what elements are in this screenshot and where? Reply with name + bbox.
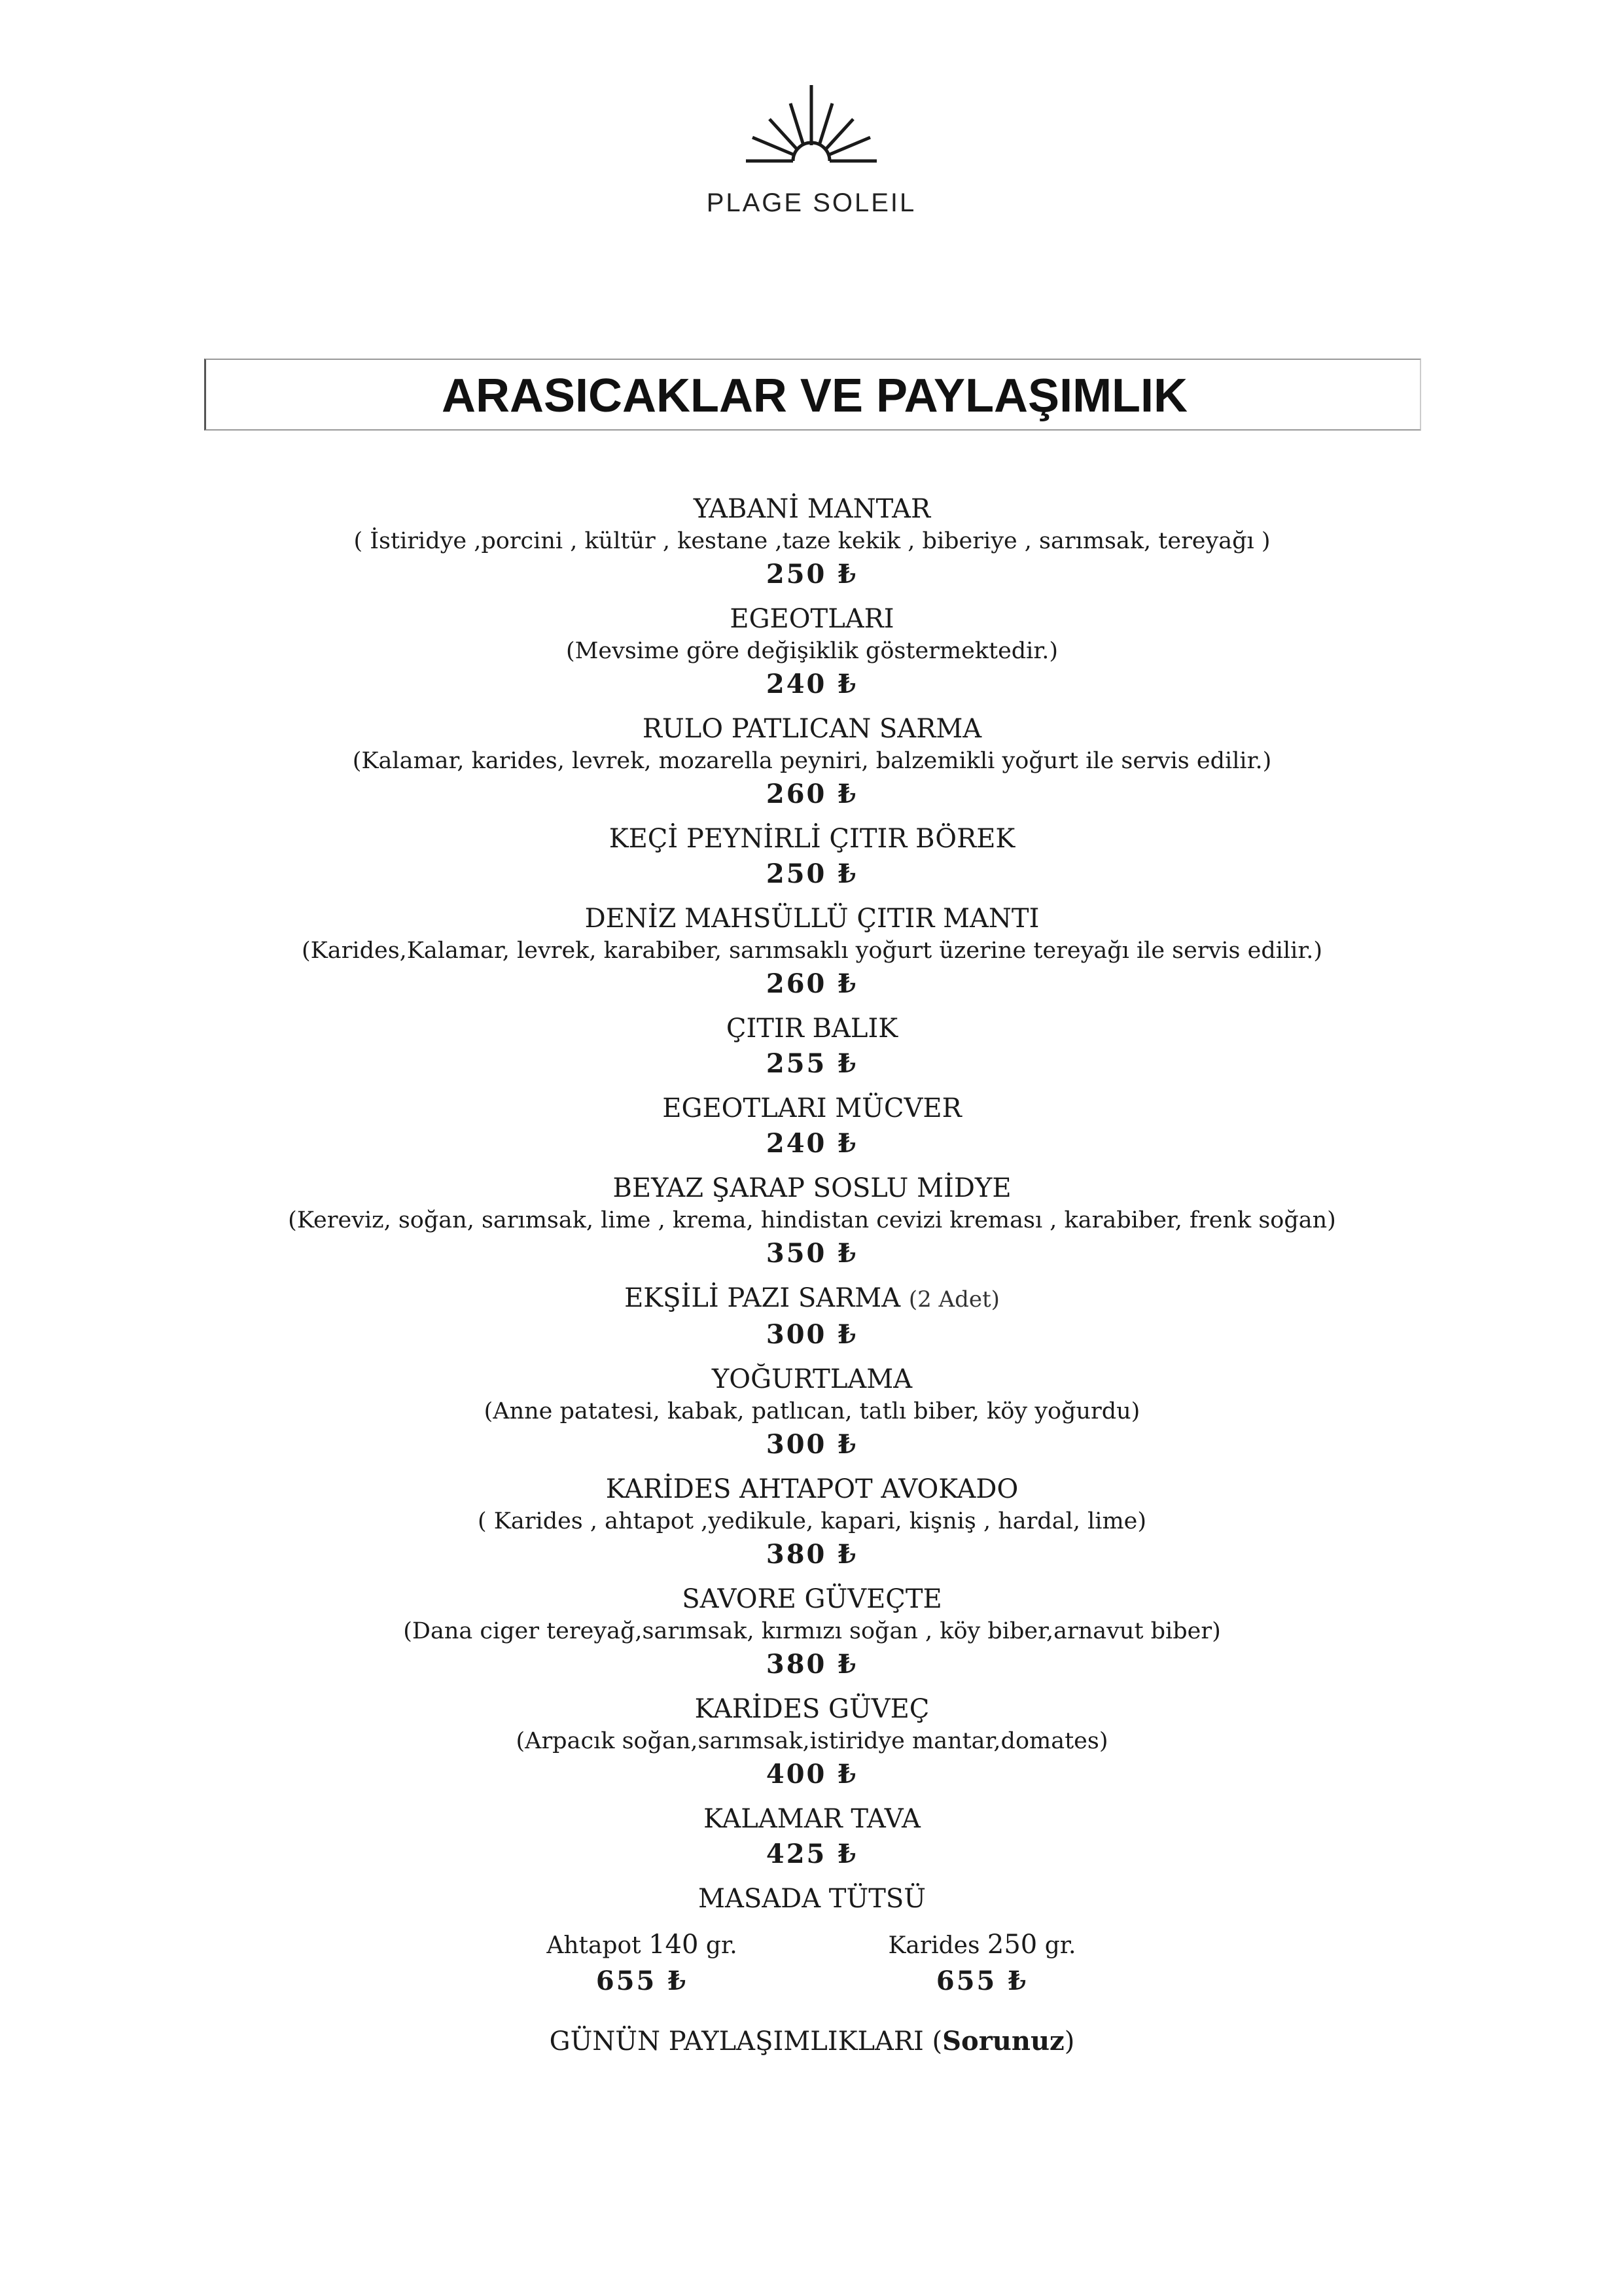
menu-item — [0, 902, 1624, 1002]
menu-list — [0, 492, 1624, 2061]
menu-item-name — [0, 822, 1624, 856]
menu-item-name-text: YABANİ MANTAR — [693, 494, 931, 524]
menu-item-name-text: YOĞURTLAMA — [711, 1364, 913, 1394]
menu-item-name — [0, 1802, 1624, 1836]
menu-item-description: (Kalamar, karides, levrek, mozarella peyniri, balzemikli yoğurt ile servis edilir.) — [352, 748, 1272, 774]
smoked-option-unit: gr. — [1044, 1932, 1076, 1959]
menu-item-price: 250 ₺ — [766, 559, 858, 590]
smoked-option-unit: gr. — [705, 1932, 737, 1959]
menu-item-name-text: ÇITIR BALIK — [726, 1014, 898, 1044]
menu-item-name-text: EKŞİLİ PAZI SARMA — [624, 1283, 901, 1313]
menu-item — [0, 1582, 1624, 1683]
menu-item-name — [0, 712, 1624, 746]
menu-item-price: 425 ₺ — [766, 1839, 858, 1869]
menu-item-name-text: KARİDES GÜVEÇ — [694, 1694, 930, 1724]
menu-item-name — [0, 492, 1624, 526]
menu-item-description: (Karides,Kalamar, levrek, karabiber, sarımsaklı yoğurt üzerine tereyağı ile servis edilir.) — [301, 938, 1322, 964]
smoked-option-label — [498, 1928, 786, 1963]
menu-item — [0, 602, 1624, 703]
menu-item-price: 300 ₺ — [766, 1319, 858, 1350]
menu-item-name-text: EGEOTLARI MÜCVER — [662, 1093, 962, 1123]
menu-item — [0, 1281, 1624, 1353]
menu-item-description: (Anne patatesi, kabak, patlıcan, tatlı biber, köy yoğurdu) — [484, 1398, 1140, 1424]
menu-item-description: (Kereviz, soğan, sarımsak, lime , krema, hindistan cevizi kreması , karabiber, frenk soğan) — [288, 1207, 1336, 1233]
menu-item-price: 300 ₺ — [766, 1429, 858, 1460]
menu-item — [0, 1692, 1624, 1793]
menu-item-name — [0, 602, 1624, 636]
menu-item-name-text: KARİDES AHTAPOT AVOKADO — [605, 1474, 1019, 1504]
menu-item-price: 350 ₺ — [766, 1238, 858, 1269]
menu-item-name — [0, 1472, 1624, 1506]
daily-specials-close: ) — [1064, 2026, 1075, 2057]
menu-item-description: ( Karides , ahtapot ,yedikule, kapari, kişniş , hardal, lime) — [477, 1508, 1147, 1534]
menu-item-price: 240 ₺ — [766, 1128, 858, 1159]
menu-item — [0, 712, 1624, 813]
menu-item-price: 255 ₺ — [766, 1048, 858, 1079]
daily-specials-text: GÜNÜN PAYLAŞIMLIKLARI ( — [549, 2026, 943, 2057]
menu-item-name — [0, 1692, 1624, 1726]
menu-item-name-text: RULO PATLICAN SARMA — [642, 714, 982, 744]
smoked-option — [838, 1928, 1126, 2009]
menu-item-name — [0, 1091, 1624, 1125]
menu-item-price: 240 ₺ — [766, 669, 858, 699]
menu-item-description: ( İstiridye ,porcini , kültür , kestane ,taze kekik , biberiye , sarımsak, tereyağı ) — [353, 528, 1271, 554]
menu-item-note: (2 Adet) — [908, 1286, 1000, 1313]
menu-item-name-text: SAVORE GÜVEÇTE — [682, 1584, 942, 1614]
menu-item-name-text: KEÇİ PEYNİRLİ ÇITIR BÖREK — [609, 824, 1015, 854]
menu-item-name-text: DENİZ MAHSÜLLÜ ÇITIR MANTI — [584, 904, 1040, 934]
menu-item-price: 250 ₺ — [766, 858, 858, 889]
smoked-option-name: Karides — [888, 1932, 980, 1959]
menu-item-price: 260 ₺ — [766, 968, 858, 999]
menu-item-name — [0, 902, 1624, 936]
menu-item-name-text: BEYAZ ŞARAP SOSLU MİDYE — [612, 1173, 1012, 1203]
menu-item-name — [0, 1012, 1624, 1046]
sun-rays-icon — [720, 85, 903, 177]
menu-item — [0, 1472, 1624, 1573]
daily-specials — [0, 2022, 1624, 2061]
menu-item-name — [0, 1171, 1624, 1205]
brand-logo — [667, 85, 955, 229]
section-title: ARASICAKLAR VE PAYLAŞIMLIK — [441, 370, 1188, 422]
menu-item-price: 260 ₺ — [766, 779, 858, 809]
menu-item-price: 400 ₺ — [766, 1759, 858, 1790]
menu-item-price: 380 ₺ — [766, 1539, 858, 1570]
menu-item — [0, 1012, 1624, 1082]
smoked-option-weight: 250 — [987, 1930, 1038, 1960]
menu-item-price: 380 ₺ — [766, 1649, 858, 1680]
smoked-option-price: 655 ₺ — [936, 1966, 1029, 1996]
smoked-option — [498, 1928, 786, 2009]
smoked-option-weight: 140 — [648, 1930, 699, 1960]
smoked-option-label — [838, 1928, 1126, 1963]
menu-item-description: (Arpacık soğan,sarımsak,istiridye mantar,domates) — [516, 1728, 1108, 1754]
smoked-options — [0, 1928, 1624, 2009]
menu-item-name — [0, 1362, 1624, 1396]
menu-item-name — [0, 1582, 1624, 1616]
menu-item-name-text: EGEOTLARI — [730, 604, 894, 634]
smoked-option-name: Ahtapot — [546, 1932, 641, 1959]
menu-item-description: (Mevsime göre değişiklik göstermektedir.) — [565, 638, 1059, 664]
menu-item — [0, 1362, 1624, 1463]
menu-item — [0, 822, 1624, 892]
menu-item-name — [0, 1281, 1624, 1316]
section-title-box — [204, 359, 1421, 431]
smoked-title: MASADA TÜTSÜ — [698, 1884, 926, 1914]
menu-item — [0, 492, 1624, 593]
menu-item — [0, 1802, 1624, 1873]
menu-item-description: (Dana ciger tereyağ,sarımsak, kırmızı soğan , köy biber,arnavut biber) — [403, 1618, 1221, 1644]
menu-item-name-text: KALAMAR TAVA — [703, 1804, 921, 1834]
menu-item — [0, 1091, 1624, 1162]
smoked-option-price: 655 ₺ — [595, 1966, 688, 1996]
brand-name: PLAGE SOLEIL — [706, 188, 917, 217]
daily-specials-emphasis: Sorunuz — [942, 2026, 1065, 2057]
menu-item — [0, 1171, 1624, 1272]
